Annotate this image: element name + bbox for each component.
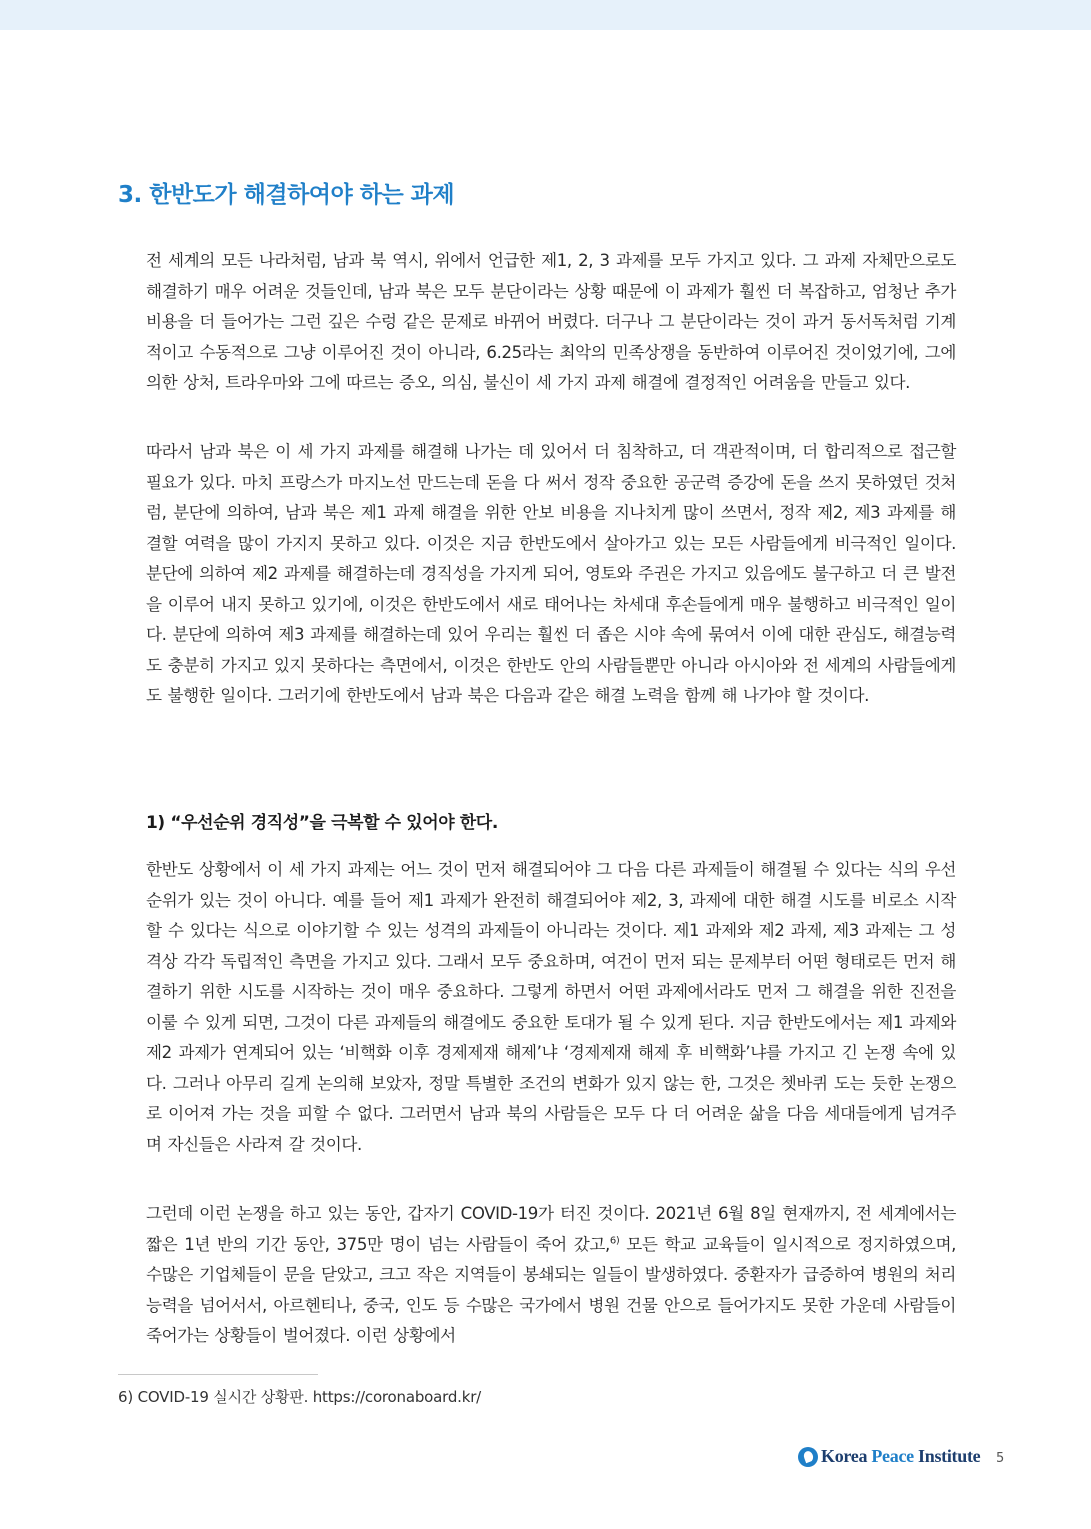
footnote: 6) COVID-19 실시간 상황판. https://coronaboard.kr/ (118, 1388, 482, 1406)
paragraph-covid (146, 1199, 956, 1352)
paragraph-priority: 한반도 상황에서 이 세 가지 과제는 어느 것이 먼저 해결되어야 그 다음 다른 과제들이 해결될 수 있다는 식의 우선순위가 있는 것이 아니다. 예를 들어 제1 과제가 완전히 해결되어야 제2, 3, 과제에 대한 해결 시도를 비로소 시작할 수 있다는 식으로 이야기할 수 있는 성격의 과제들이 아니라는 것이다. 제1 과제와 제2 과제, 제3 과제는 그 성격상 각각 독립적인 측면을 가지고 있다. 그래서 모두 중요하며, 여건이 먼저 되는 문제부터 어떤 형태로든 먼저 해결하기 위한 시도를 시작하는 것이 매우 중요하다. 그렇게 하면서 어떤 과제에서라도 먼저 그 해결을 위한 진전을 이룰 수 있게 되면, 그것이 다른 과제들의 해결에도 중요한 토대가 될 수 있게 된다. 지금 한반도에서는 제1 과제와 제2 과제가 연계되어 있는 ‘비핵화 이후 경제제재 해제’냐 ‘경제제재 해제 후 비핵화’냐를 가지고 긴 논쟁 속에 있다. 그러나 아무리 길게 논의해 보았자, 정말 특별한 조건의 변화가 있지 않는 한, 그것은 쳇바퀴 도는 듯한 논쟁으로 이어져 가는 것을 피할 수 없다. 그러면서 남과 북의 사람들은 모두 다 더 어려운 삶을 다음 세대들에게 넘겨주며 자신들은 사라져 갈 것이다. (146, 860, 956, 1154)
paragraph-intro-1: 전 세계의 모든 나라처럼, 남과 북 역시, 위에서 언급한 제1, 2, 3 과제를 모두 가지고 있다. 그 과제 자체만으로도 해결하기 매우 어려운 것들인데, 남과 북은 모두 분단이라는 상황 때문에 이 과제가 훨씬 더 복잡하고, 엄청난 추가 비용을 더 들어가는 그런 깊은 수렁 같은 문제로 바뀌어 버렸다. 더구나 그 분단이라는 것이 과거 동서독처럼 기계적이고 수동적으로 그냥 이루어진 것이 아니라, 6.25라는 최악의 민족상쟁을 동반하여 이루어진 것이었기에, 그에 의한 상처, 트라우마와 그에 따르는 증오, 의심, 불신이 세 가지 과제 해결에 결정적인 어려움을 만들고 있다. (146, 251, 956, 392)
logo-text (821, 1446, 980, 1467)
logo-word-korea: Korea (821, 1446, 868, 1466)
logo-word-institute: Institute (918, 1446, 981, 1466)
paragraph-covid-text-1: 그런데 이런 논쟁을 하고 있는 동안, 갑자기 COVID-19가 터진 것이다. 2021년 6월 8일 현재까지, 전 세계에서는 짧은 1년 반의 기간 동안, 375만 명이 넘는 사람들이 죽어 갔고, (146, 1204, 956, 1254)
dove-logo-icon (798, 1447, 818, 1467)
page-number: 5 (996, 1451, 1005, 1466)
logo-word-peace: Peace (871, 1446, 914, 1466)
section-title: 3. 한반도가 해결하여야 하는 과제 (118, 182, 455, 208)
paragraph-covid-text-2: 모든 학교 교육들이 일시적으로 정지하였으며, 수많은 기업체들이 문을 닫았고, 크고 작은 지역들이 봉쇄되는 일들이 발생하였다. 중환자가 급증하여 병원의 처리능력을 넘어서서, 아르헨티나, 중국, 인도 등 수많은 국가에서 병원 건물 안으로 들어가지도 못한 가운데 사람들이 죽어가는 상황들이 벌어졌다. 이런 상황에서 (146, 1234, 956, 1345)
header-band (0, 0, 1091, 30)
institute-logo (798, 1446, 980, 1467)
footnote-divider (118, 1374, 318, 1375)
footnote-reference: 6) (609, 1234, 620, 1246)
paragraph-intro-2: 따라서 남과 북은 이 세 가지 과제를 해결해 나가는 데 있어서 더 침착하고, 더 객관적이며, 더 합리적으로 접근할 필요가 있다. 마치 프랑스가 마지노선 만드는데 돈을 다 써서 정작 중요한 공군력 증강에 돈을 쓰지 못하였던 것처럼, 분단에 의하여, 남과 북은 제1 과제 해결을 위한 안보 비용을 지나치게 많이 쓰면서, 정작 제2, 제3 과제를 해결할 여력을 많이 가지지 못하고 있다. 이것은 지금 한반도에서 살아가고 있는 모든 사람들에게 비극적인 일이다. 분단에 의하여 제2 과제를 해결하는데 경직성을 가지게 되어, 영토와 주권은 가지고 있음에도 불구하고 더 큰 발전을 이루어 내지 못하고 있기에, 이것은 한반도에서 새로 태어나는 차세대 후손들에게 매우 불행하고 비극적인 일이다. 분단에 의하여 제3 과제를 해결하는데 있어 우리는 훨씬 더 좁은 시야 속에 묶여서 이에 대한 관심도, 해결능력도 충분히 가지고 있지 못하다는 측면에서, 이것은 한반도 안의 사람들뿐만 아니라 아시아와 전 세계의 사람들에게도 불행한 일이다. 그러기에 한반도에서 남과 북은 다음과 같은 해결 노력을 함께 해 나가야 할 것이다. (146, 442, 956, 705)
sub-heading: 1) “우선순위 경직성”을 극복할 수 있어야 한다. (146, 813, 498, 833)
